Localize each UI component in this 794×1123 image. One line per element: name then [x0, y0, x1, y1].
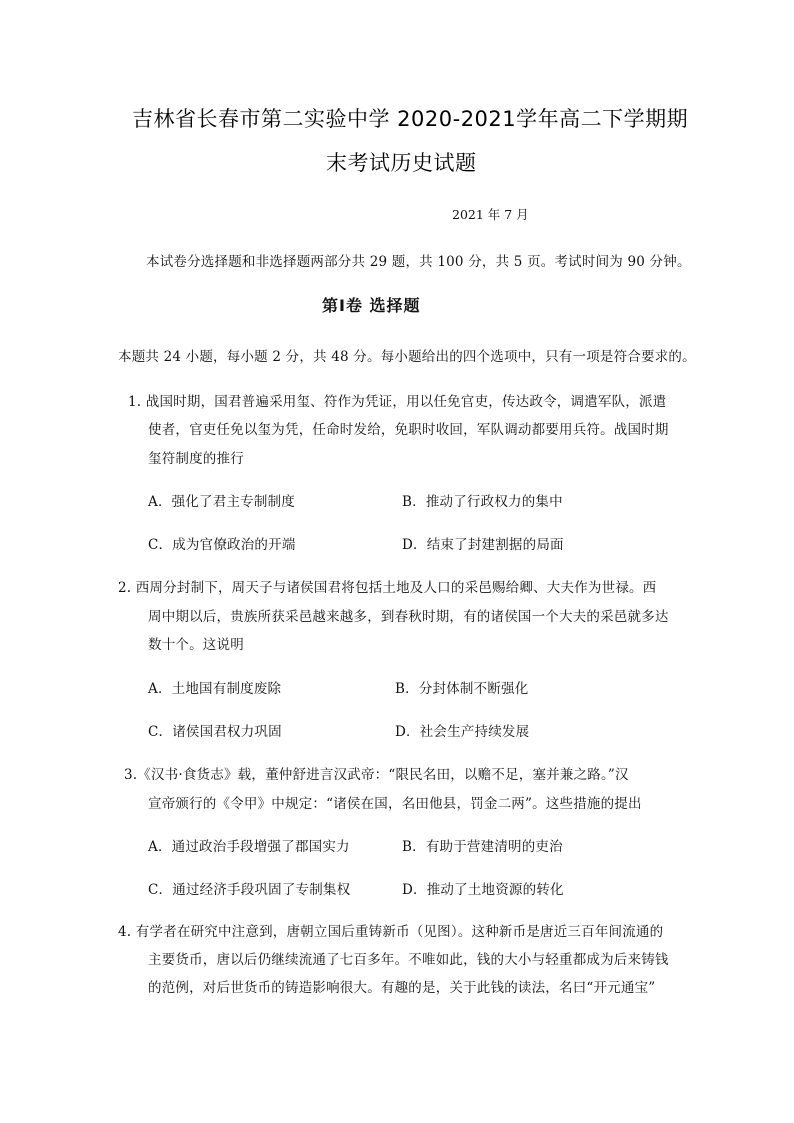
question-line: 数十个。这说明	[148, 637, 244, 653]
option-b[interactable]: B．有助于营建清明的吏治	[402, 839, 563, 855]
option-a[interactable]: A．土地国有制度废除	[148, 681, 282, 697]
question-line: 3.《汉书·食货志》载，董仲舒进言汉武帝：“限民名田，以赡不足，塞并兼之路。”汉	[124, 767, 629, 783]
section-title: 第Ⅰ卷 选择题	[322, 296, 421, 315]
option-c[interactable]: C．通过经济手段巩固了专制集权	[148, 882, 351, 898]
title-line-1: 吉林省长春市第二实验中学 2020-2021学年高二下学期期	[132, 107, 689, 131]
section-intro: 本题共 24 小题，每小题 2 分，共 48 分。每小题给出的四个选项中，只有一项是符合要求的。	[118, 349, 696, 365]
exam-date: 2021 年 7 月	[452, 207, 529, 222]
question-line: 主要货币，唐以后仍继续流通了七百多年。不唯如此，钱的大小与轻重都成为后来铸钱	[148, 952, 669, 968]
option-c[interactable]: C．诸侯国君权力巩固	[148, 724, 282, 740]
exam-instructions: 本试卷分选择题和非选择题两部分共 29 题，共 100 分，共 5 页。考试时间为 90 分钟。	[146, 254, 691, 270]
question-line: 4. 有学者在研究中注意到，唐朝立国后重铸新币（见图）。这种新币是唐近三百年间流通的	[118, 924, 664, 940]
question-line: 宣帝颁行的《令甲》中规定：“诸侯在国，名田他县，罚金二两”。这些措施的提出	[148, 796, 642, 812]
option-b[interactable]: B．分封体制不断强化	[395, 681, 529, 697]
option-b[interactable]: B．推动了行政权力的集中	[402, 494, 563, 510]
question-line: 1. 战国时期，国君普遍采用玺、符作为凭证，用以任免官吏，传达政令，调遣军队，派遣	[128, 394, 667, 410]
title-line-2: 末考试历史试题	[326, 151, 477, 175]
option-c[interactable]: C．成为官僚政治的开端	[148, 537, 296, 553]
question-line: 使者，官吏任免以玺为凭，任命时发给，免职时收回，军队调动都要用兵符。战国时期	[148, 422, 669, 438]
option-a[interactable]: A．强化了君主专制制度	[148, 494, 295, 510]
option-d[interactable]: D．结束了封建割据的局面	[402, 537, 564, 553]
question-line: 2. 西周分封制下，周天子与诸侯国君将包括土地及人口的采邑赐给卿、大夫作为世禄。西	[118, 580, 657, 596]
option-d[interactable]: D．社会生产持续发展	[395, 724, 530, 740]
question-line: 玺符制度的推行	[148, 451, 244, 467]
option-a[interactable]: A．通过政治手段增强了郡国实力	[148, 839, 350, 855]
question-line: 的范例，对后世货币的铸造影响很大。有趣的是，关于此钱的读法，名曰“开元通宝”	[148, 980, 656, 996]
question-line: 周中期以后，贵族所获采邑越来越多，到春秋时期，有的诸侯国一个大夫的采邑就多达	[148, 609, 669, 625]
option-d[interactable]: D．推动了土地资源的转化	[402, 882, 564, 898]
